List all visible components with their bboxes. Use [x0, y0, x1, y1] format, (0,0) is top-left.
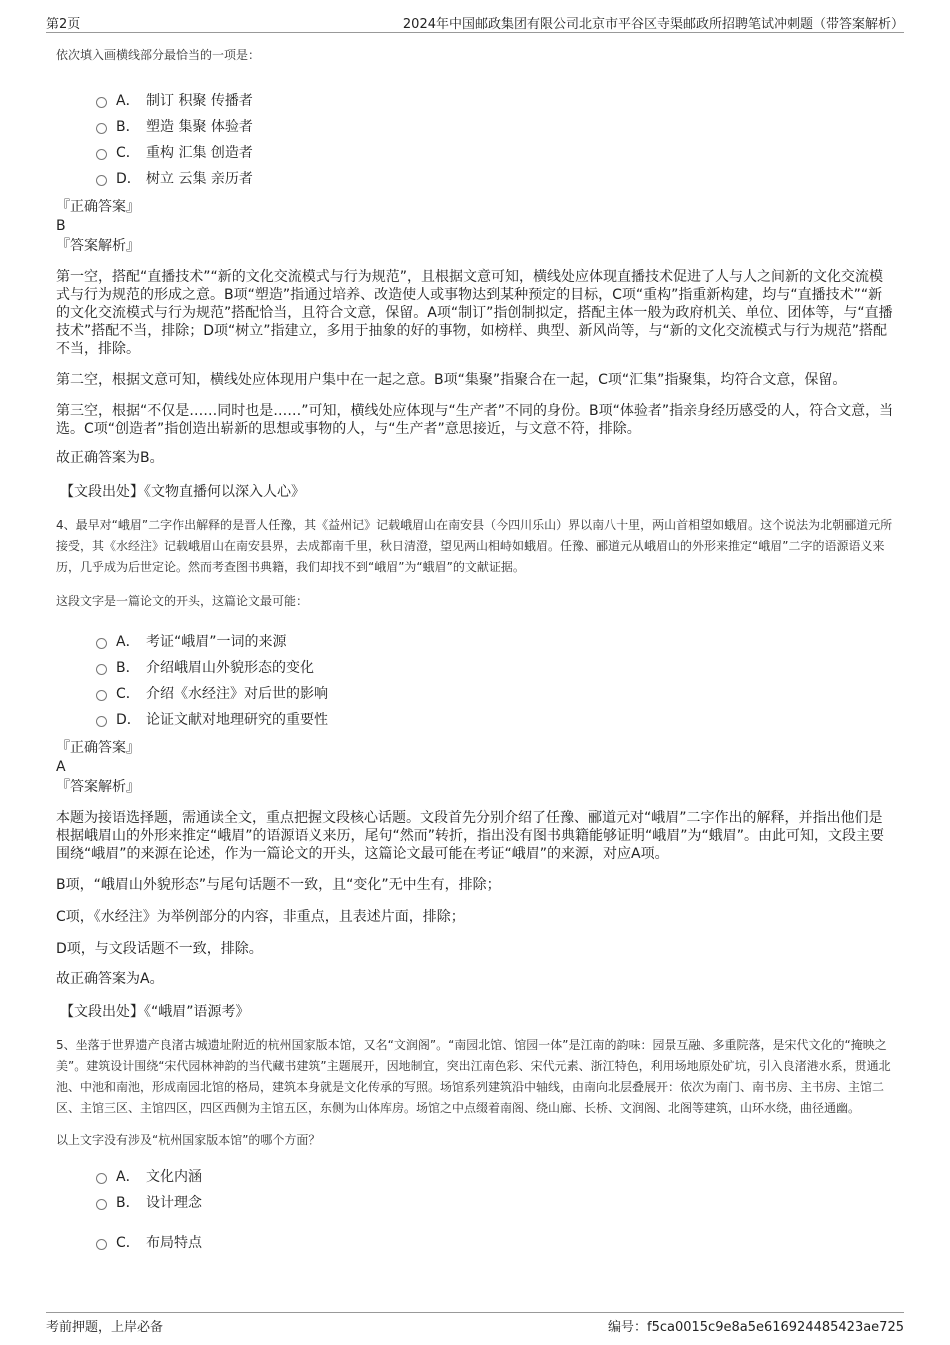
radio-icon[interactable]	[96, 149, 107, 160]
document-title: 2024年中国邮政集团有限公司北京市平谷区寺渠邮政所招聘笔试冲刺题（带答案解析）	[402, 17, 904, 32]
q5-option-c[interactable]: C． 布局特点	[96, 1230, 896, 1256]
analysis-paragraph: C项，《水经注》为举例部分的内容，非重点，且表述片面，排除；	[56, 909, 465, 925]
q4-option-d[interactable]: D． 论证文献对地理研究的重要性	[96, 707, 896, 733]
analysis-paragraph: 第二空，根据文意可知，横线处应体现用户集中在一起之意。B项“集聚”指聚合在一起，C项“汇集”指聚集，均符合文意，保留。	[56, 372, 847, 388]
q4-stem: 4、最早对“峨眉”二字作出解释的是晋人任豫，其《益州记》记载峨眉山在南安县（今四川乐山）界以南八十里，两山首相望如蛾眉。这个说法为北朝郦道元所接受，其《水经注》记载峨眉山在南安县界，去成都南千里，秋日清澄，望见两山相峙如蛾眉。任豫、郦道元从峨眉山的外形来推定“峨眉”二字的语源语义来历，几乎成为后世定论。然而考查图书典籍，我们却找不到“峨眉”为“蛾眉”的文献证据。	[56, 518, 893, 574]
q5-prompt: 以上文字没有涉及“杭州国家版本馆”的哪个方面？	[56, 1133, 321, 1147]
radio-icon[interactable]	[96, 1199, 107, 1210]
q3-option-b[interactable]: B． 塑造 集聚 体验者	[96, 114, 896, 140]
q4-option-c[interactable]: C． 介绍《水经注》对后世的影响	[96, 681, 896, 707]
q4-options	[56, 629, 896, 733]
q4-prompt: 这段文字是一篇论文的开头，这篇论文最可能：	[56, 594, 309, 608]
radio-icon[interactable]	[96, 97, 107, 108]
q5-options	[56, 1164, 896, 1256]
analysis-paragraph: 第三空，根据“不仅是……同时也是……”可知，横线处应体现与“生产者”不同的身份。B项“体验者”指亲身经历感受的人，符合文意，当选。C项“创造者”指创造出崭新的思想或事物的人，与“生产者”意思接近，与文意不符，排除。	[56, 403, 894, 437]
q3-option-d[interactable]: D． 树立 云集 亲历者	[96, 166, 896, 192]
q3-prompt: 依次填入画横线部分最恰当的一项是：	[56, 48, 261, 62]
analysis-paragraph: B项，“峨眉山外貌形态”与尾句话题不一致，且“变化”无中生有，排除；	[56, 877, 501, 893]
q3-options	[56, 88, 896, 192]
analysis-conclusion: 故正确答案为A。	[56, 971, 164, 987]
source-citation: 【文段出处】《“峨眉”语源考》	[60, 1004, 250, 1020]
document-body	[56, 46, 896, 1256]
q4-option-a[interactable]: A． 考证“峨眉”一词的来源	[96, 629, 896, 655]
page-header	[46, 10, 904, 33]
q5-option-b[interactable]: B． 设计理念	[96, 1190, 896, 1216]
page-footer	[46, 1312, 904, 1335]
answer-label: 『正确答案』	[56, 740, 140, 756]
radio-icon[interactable]	[96, 664, 107, 675]
q3-option-c[interactable]: C． 重构 汇集 创造者	[96, 140, 896, 166]
analysis-conclusion: 故正确答案为B。	[56, 450, 164, 466]
analysis-label: 『答案解析』	[56, 779, 140, 795]
answer-label: 『正确答案』	[56, 199, 140, 215]
radio-icon[interactable]	[96, 1173, 107, 1184]
radio-icon[interactable]	[96, 690, 107, 701]
analysis-paragraph: 第一空，搭配“直播技术”“新的文化交流模式与行为规范”，且根据文意可知，横线处应体现直播技术促进了人与人之间新的文化交流模式与行为规范的形成之意。B项“塑造”指通过培养、改造使人或事物达到某种预定的目标，C项“重构”指重新构建，均与“直播技术”“新的文化交流模式与行为规范”搭配恰当，且符合文意，保留。A项“制订”指创制拟定，搭配主体一般为政府机关、单位、团体等，与“直播技术”搭配不当，排除；D项“树立”指建立，多用于抽象的好的事物，如榜样、典型、新风尚等，与“新的文化交流模式与行为规范”搭配不当，排除。	[56, 269, 893, 357]
q5-option-a[interactable]: A． 文化内涵	[96, 1164, 896, 1190]
analysis-paragraph: D项，与文段话题不一致，排除。	[56, 941, 263, 957]
document-code	[608, 1316, 904, 1335]
code-value: f5ca0015c9e8a5e616924485423ae725	[647, 1320, 904, 1335]
radio-icon[interactable]	[96, 123, 107, 134]
q5-stem: 5、坐落于世界遗产良渚古城遗址附近的杭州国家版本馆，又名“文润阁”。“南园北馆、馆园一体”是江南的韵味：园景互融、多重院落，是宋代文化的“掩映之美”。建筑设计围绕“宋代园林神韵的当代藏书建筑”主题展开，因地制宜，突出江南色彩、宋代元素、浙江特色，利用场地原处矿坑，引入良渚港水系，贯通北池、中池和南池，形成南园北馆的格局，建筑本身就是文化传承的写照。场馆系列建筑沿中轴线，由南向北层叠展开：依次为南门、南书房、主书房、主馆二区、主馆三区、主馆四区，四区西侧为主馆五区，东侧为山体库房。场馆之中点缀着南阁、绕山廊、长桥、文润阁、北阁等建筑，山环水绕，曲径通幽。	[56, 1038, 891, 1115]
answer-value: B	[56, 218, 66, 234]
radio-icon[interactable]	[96, 716, 107, 727]
radio-icon[interactable]	[96, 638, 107, 649]
page-number: 第2页	[46, 17, 81, 32]
source-citation: 【文段出处】《文物直播何以深入人心》	[60, 484, 305, 500]
q3-option-a[interactable]: A． 制订 积聚 传播者	[96, 88, 896, 114]
answer-value: A	[56, 759, 66, 775]
analysis-paragraph: 本题为接语选择题，需通读全文，重点把握文段核心话题。文段首先分别介绍了任豫、郦道元对“峨眉”二字作出的解释，并指出他们是根据峨眉山的外形来推定“峨眉”的语源语义来历，尾句“然而”转折，指出没有图书典籍能够证明“峨眉”为“蛾眉”。由此可知，文段主要围绕“峨眉”的来源在论述，作为一篇论文的开头，这篇论文最可能在考证“峨眉”的来源，对应A项。	[56, 810, 885, 862]
q4-option-b[interactable]: B． 介绍峨眉山外貌形态的变化	[96, 655, 896, 681]
analysis-label: 『答案解析』	[56, 238, 140, 254]
radio-icon[interactable]	[96, 1239, 107, 1250]
code-label: 编号：	[607, 1320, 647, 1335]
footer-slogan: 考前押题，上岸必备	[46, 1320, 164, 1335]
radio-icon[interactable]	[96, 175, 107, 186]
